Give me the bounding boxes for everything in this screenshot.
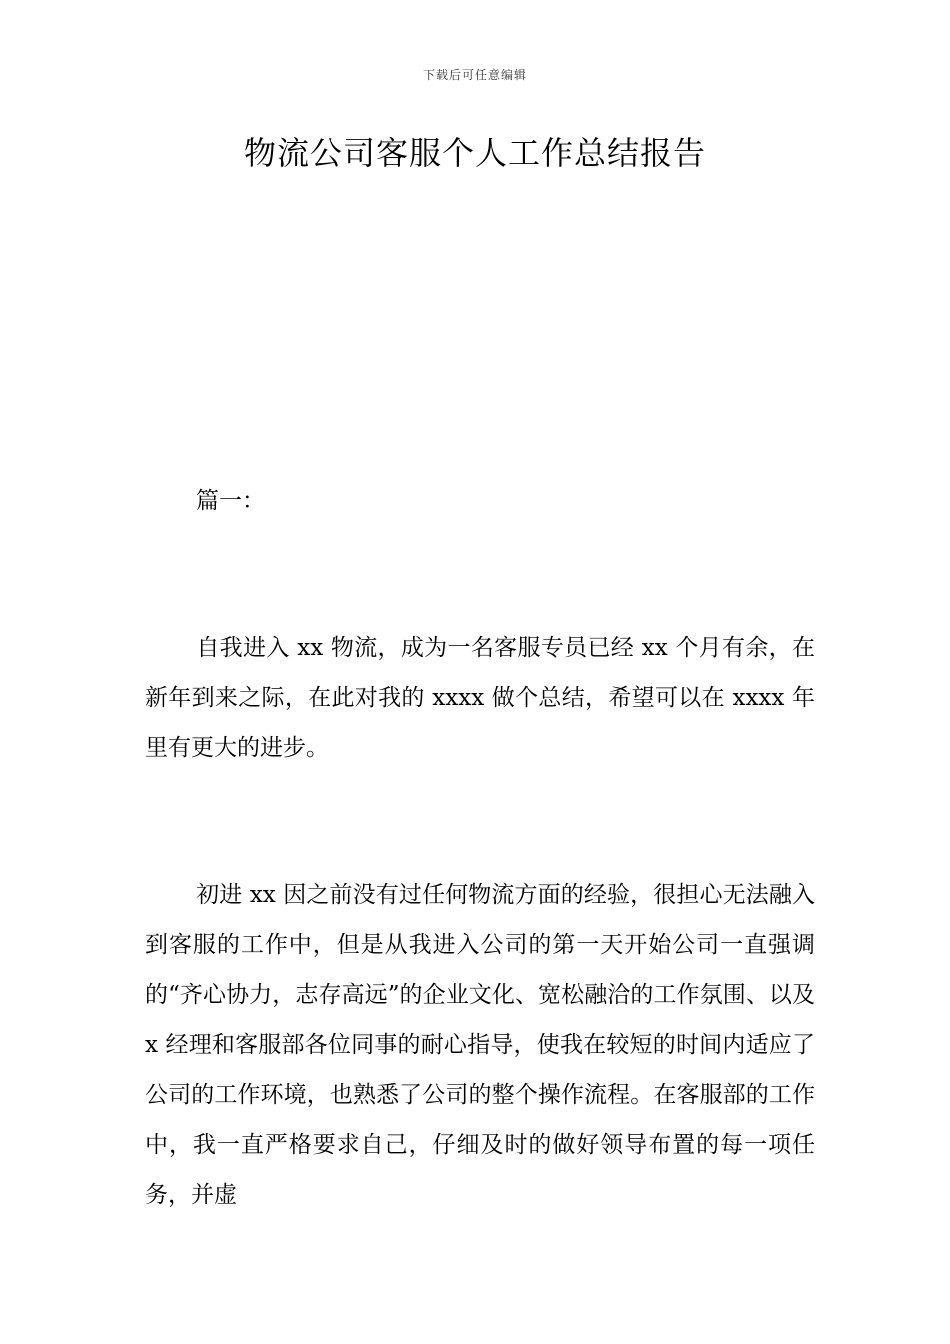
document-title: 物流公司客服个人工作总结报告: [243, 134, 706, 172]
paragraph-2-text: 初进 xx 因之前没有过任何物流方面的经验，很担心无法融入到客服的工作中，但是从我进入公司的第一天开始公司一直强调的“齐心协力，志存高远”的企业文化、宽松融洽的工作氛围、以及 x 经理和客服部各位同事的耐心指导，使我在较短的时间内适应了公司的工作环境，也熟悉了公司的整个操作流程。在客服部的工作中，我一直严格要求自己，仔细及时的做好领导布置的每一项任务，并虚: [145, 882, 815, 1208]
paragraph-2: [145, 870, 815, 1220]
paragraph-1: [145, 623, 815, 773]
section-label: 篇一：: [196, 488, 265, 514]
header-note: 下载后可任意编辑: [422, 68, 527, 82]
paragraph-1-text: 自我进入 xx 物流，成为一名客服专员已经 xx 个月有余，在新年到来之际，在此对我的 xxxx 做个总结，希望可以在 xxxx 年里有更大的进步。: [145, 635, 815, 761]
